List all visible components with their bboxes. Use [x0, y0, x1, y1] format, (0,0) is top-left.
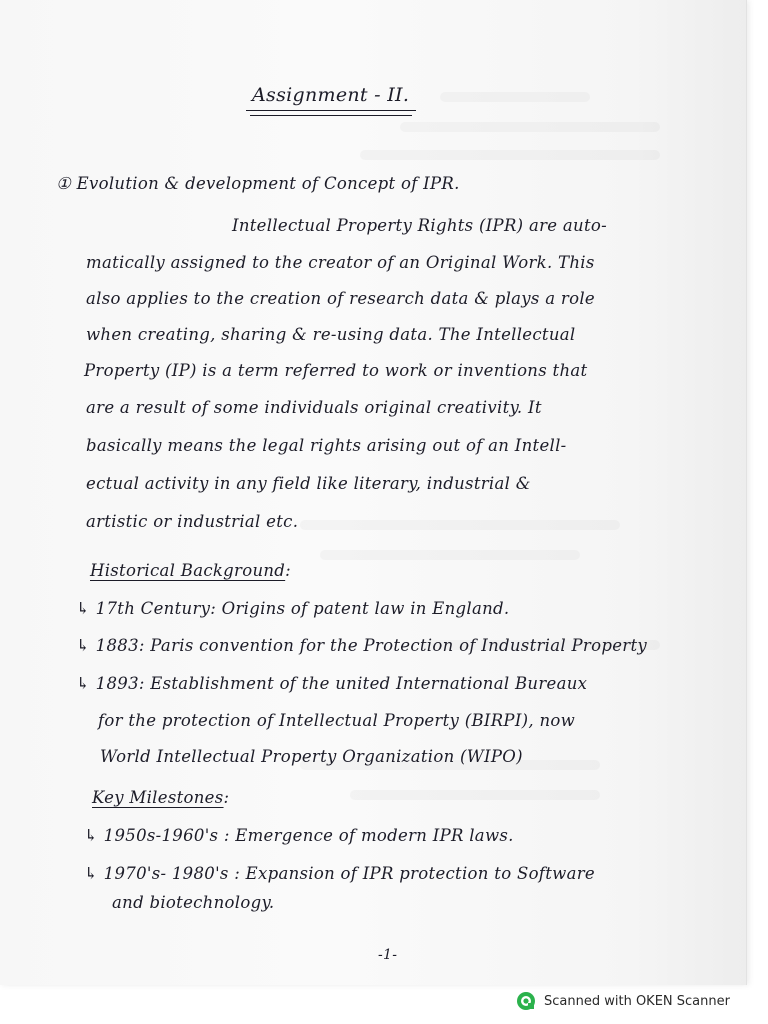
scanner-watermark — [516, 989, 730, 1013]
paragraph-line: basically means the legal rights arising out of an Intell- — [86, 436, 567, 455]
bleed-through-mark — [300, 520, 620, 530]
key-milestones-label: Key Milestones — [92, 788, 224, 807]
historical-item: ↳ 1893: Establishment of the united International Bureaux — [76, 674, 588, 693]
paragraph-line: matically assigned to the creator of an Original Work. This — [86, 253, 595, 272]
milestone-item: ↳ 1950s-1960's : Emergence of modern IPR laws. — [84, 826, 514, 845]
historical-background-heading — [90, 563, 291, 580]
bleed-through-mark — [350, 790, 600, 800]
bleed-through-mark — [320, 550, 580, 560]
historical-background-label: Historical Background — [90, 561, 286, 580]
milestone-item-continued: and biotechnology. — [112, 893, 275, 912]
historical-item-continued: for the protection of Intellectual Property (BIRPI), now — [98, 711, 576, 730]
milestone-item: ↳ 1970's- 1980's : Expansion of IPR protection to Software — [84, 864, 595, 883]
oken-logo-icon — [516, 991, 536, 1011]
heading-colon: : — [285, 561, 292, 580]
historical-item: ↳ 17th Century: Origins of patent law in England. — [76, 599, 510, 618]
title-underline — [250, 115, 412, 116]
bleed-through-mark — [360, 150, 660, 160]
bleed-through-mark — [400, 122, 660, 132]
historical-item: ↳ 1883: Paris convention for the Protection of Industrial Property — [76, 636, 648, 655]
paragraph-line: artistic or industrial etc. — [86, 512, 299, 531]
historical-item-continued: World Intellectual Property Organization (WIPO) — [100, 747, 523, 766]
paragraph-line: Intellectual Property Rights (IPR) are auto- — [232, 216, 607, 235]
key-milestones-heading — [92, 790, 229, 807]
scanner-watermark-text: Scanned with OKEN Scanner — [544, 993, 730, 1009]
title-underline — [246, 110, 416, 111]
page-number: -1- — [378, 947, 398, 963]
question-heading: ① Evolution & development of Concept of IPR. — [56, 174, 460, 193]
bleed-through-mark — [440, 92, 590, 102]
page-title: Assignment - II. — [252, 84, 410, 106]
paragraph-line: ectual activity in any field like literary, industrial & — [86, 474, 531, 493]
paragraph-line: are a result of some individuals original creativity. It — [86, 398, 542, 417]
paragraph-line: when creating, sharing & re-using data. The Intellectual — [86, 325, 576, 344]
heading-colon: : — [223, 788, 230, 807]
paragraph-line: also applies to the creation of research data & plays a role — [86, 289, 595, 308]
paragraph-line: Property (IP) is a term referred to work or inventions that — [84, 361, 588, 380]
